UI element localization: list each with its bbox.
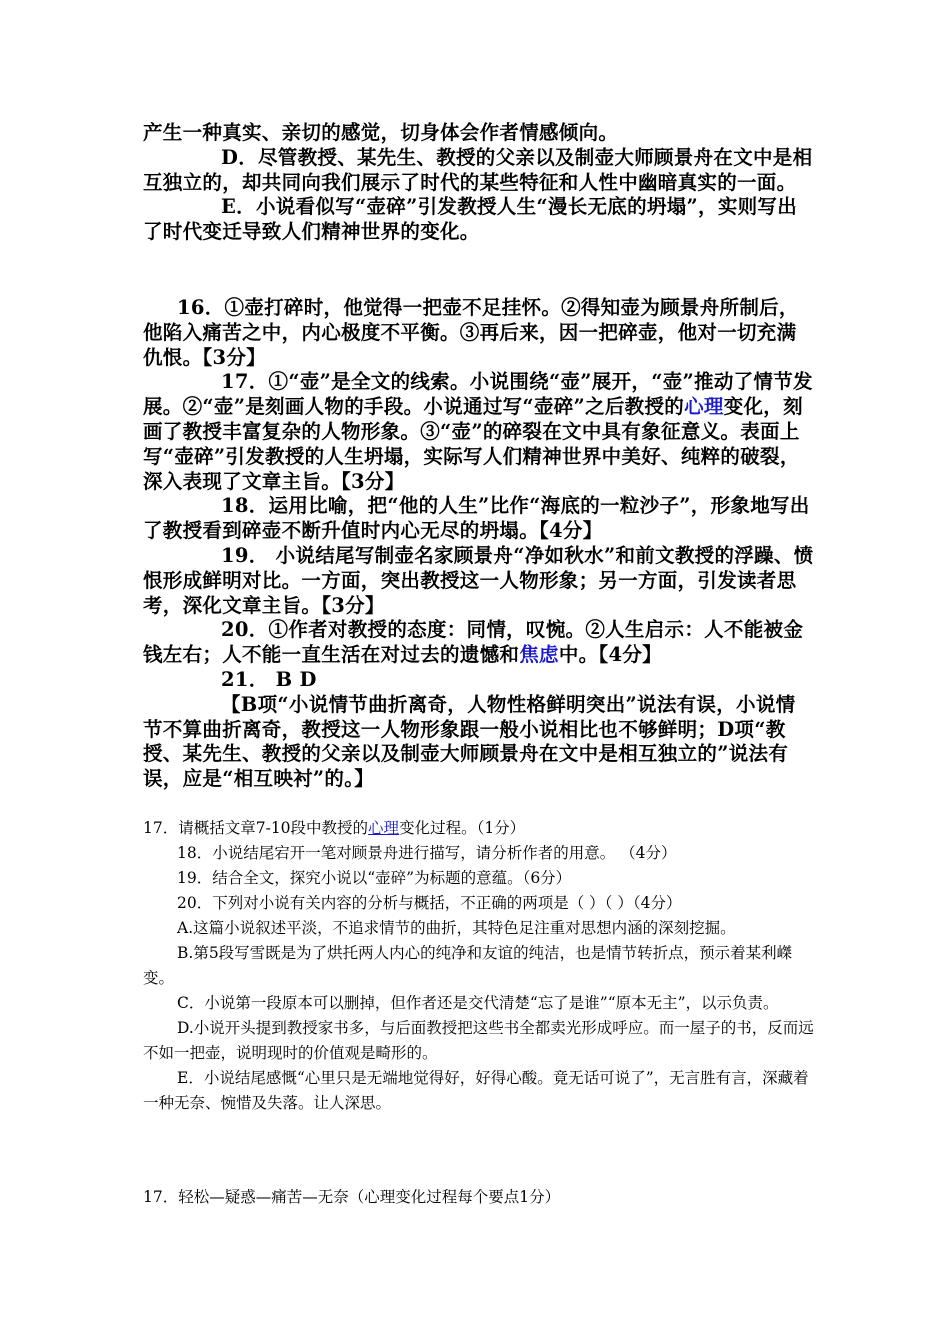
footer-answer-section — [143, 1185, 815, 1210]
answer-21-note: 【B项“小说情节曲折离奇，人物性格鲜明突出”说法有误，小说情节不算曲折离奇，教授这一人物形象跟一般小说相比也不够鲜明；D项“教授、某先生、教授的父亲以及制壶大师顾景舟在文中是相互独立的”说法有误，应是“相互映衬”的。】 — [143, 692, 796, 791]
question-20-option-d: D.小说开头提到教授家书多，与后面教授把这些书全都卖光形成呼应。而一屋子的书，反而远不如一把壶，说明现时的价值观是畸形的。 — [143, 1019, 814, 1062]
question-19: 19．结合全文，探究小说以“壶碎”为标题的意蕴。（6分） — [177, 869, 572, 887]
question-17-text-b: 变化过程。（1分） — [399, 819, 526, 837]
question-17-link[interactable]: 心理 — [368, 819, 400, 837]
question-17 — [143, 816, 815, 841]
answer-section-main — [143, 296, 815, 792]
question-20-option-a: A.这篇小说叙述平淡，不追求情节的曲折，其特色足注重对思想内涵的深刻挖掘。 — [177, 919, 736, 937]
answer-16: 16．①壶打碎时，他觉得一把壶不足挂怀。②得知壶为顾景舟所制后，他陷入痛苦之中，内心极度不平衡。③再后来，因一把碎壶，他对一切充满仇恨。【3分】 — [143, 296, 799, 369]
question-20-option-b: B.第5段写雪既是为了烘托两人内心的纯净和友谊的纯洁，也是情节转折点，预示着某利嵥变。 — [143, 944, 793, 987]
answer-17 — [143, 370, 815, 494]
question-17-text-a: 17．请概括文章7-10段中教授的 — [143, 819, 369, 837]
answer-intro-line: 产生一种真实、亲切的感觉，切身体会作者情感倾向。 — [143, 121, 619, 144]
answer-20-text-b: 中。【4分】 — [558, 643, 662, 667]
question-section — [143, 816, 815, 1116]
answer-17-text-a: 17．①“壶”是全文的线索。小说围绕“壶”展开，“壶”推动了情节发展。②“壶”是刻画人物的手段。小说通过写“壶碎”之后教授的 — [143, 370, 813, 419]
answer-19: 19． 小说结尾写制壶名家顾景舟“净如秋水”和前文教授的浮躁、愤恨形成鲜明对比。一方面，突出教授这一人物形象；另一方面，引发读者思考，深化文章主旨。【3分】 — [143, 543, 814, 617]
answer-17-text-b: 变化，刻画了教授丰富复杂的人物形象。③“壶”的碎裂在文中具有象征意义。表面上写“壶碎”引发教授的人生坍塌，实际写人们精神世界中美好、纯粹的破裂，深入表现了文章主旨。【3分】 — [143, 395, 803, 493]
question-18: 18．小说结尾宕开一笔对顾景舟进行描写，请分析作者的用意。 （4分） — [177, 844, 677, 862]
answer-20-link[interactable]: 焦虑 — [519, 643, 559, 667]
footer-answer-17: 17．轻松—疑惑—痛苦—无奈（心理变化过程每个要点1分） — [143, 1188, 561, 1206]
answer-20-text-a: 20．①作者对教授的态度：同情，叹惋。②人生启示：人不能被金钱左右；人不能一直生活在对过去的遗憾和 — [143, 618, 804, 667]
question-20: 20．下列对小说有关内容的分析与概括，不正确的两项是（ ）（ ）（4分） — [177, 894, 682, 912]
answer-section-top — [143, 121, 815, 245]
answer-20 — [143, 618, 815, 668]
option-d-paragraph: D．尽管教授、某先生、教授的父亲以及制壶大师顾景舟在文中是相互独立的，却共同向我们展示了时代的某些特征和人性中幽暗真实的一面。 — [143, 145, 813, 194]
answer-21: 21． B D — [221, 667, 317, 691]
question-20-option-c: C．小说第一段原本可以删掉，但作者还是交代清楚“忘了是谁”“原本无主”，以示负责。 — [177, 994, 779, 1012]
answer-18: 18．运用比喻，把“他的人生”比作“海底的一粒沙子”，形象地写出了教授看到碎壶不断升值时内心无尽的坍塌。【4分】 — [143, 494, 810, 543]
option-e-paragraph: E．小说看似写“壶碎”引发教授人生“漫长无底的坍塌”，实则写出了时代变迁导致人们精神世界的变化。 — [143, 195, 798, 244]
answer-17-link[interactable]: 心理 — [684, 395, 724, 419]
question-20-option-e: E．小说结尾感慨“心里只是无端地觉得好，好得心酸。竟无话可说了”，无言胜有言，深藏着一种无奈、惋惜及失落。让人深思。 — [143, 1069, 809, 1112]
